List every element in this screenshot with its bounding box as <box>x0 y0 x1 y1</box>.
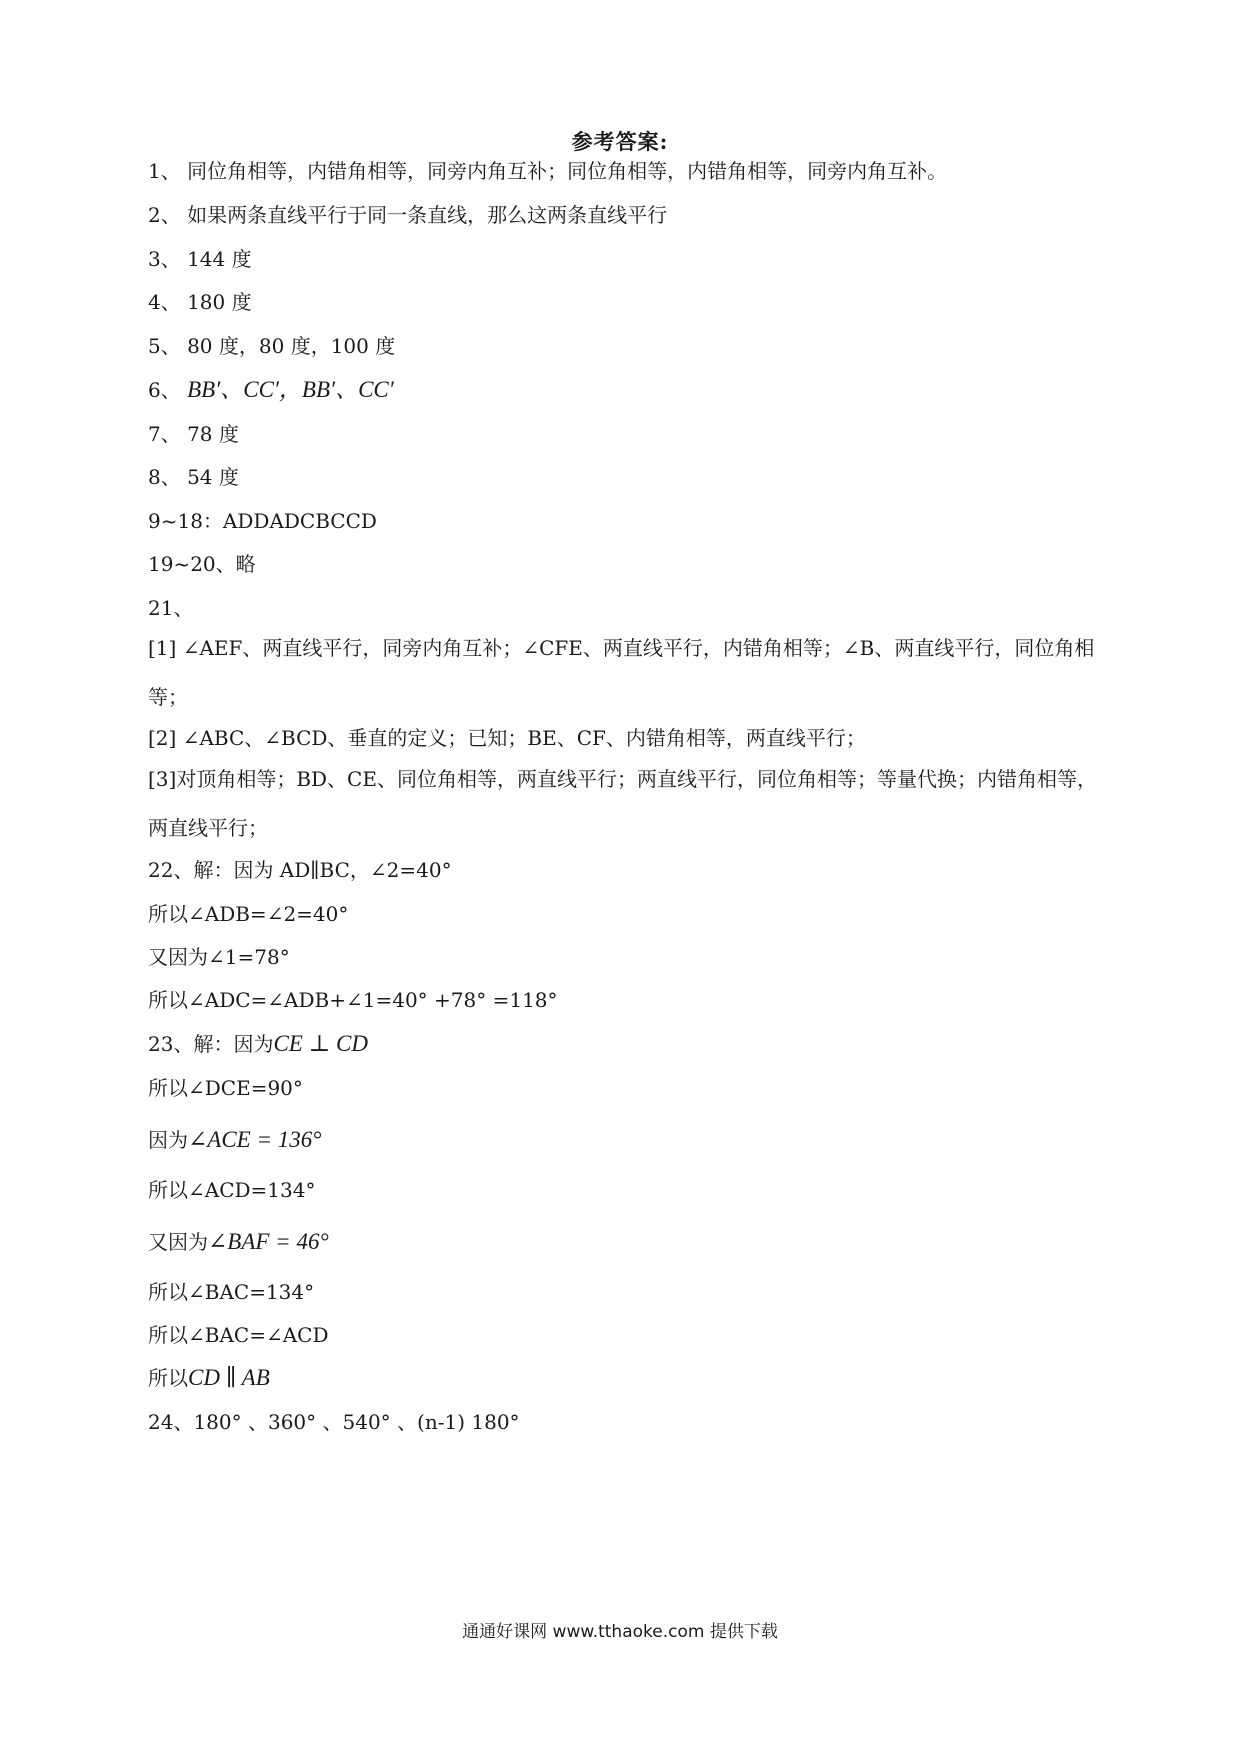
answer-23-line-5 <box>148 1228 1108 1256</box>
answer-23-line-1-math: CE ⊥ CD <box>273 1031 368 1056</box>
answer-21-part-3-text: [3]对顶角相等；BD、CE、同位角相等，两直线平行；两直线平行，同位角相等；等量代换；内错角相等，两直线平行； <box>148 767 1097 840</box>
page-footer: 通通好课网 www.tthaoke.com 提供下载 <box>462 1622 778 1642</box>
answer-4: 4、 180 度 <box>148 290 252 314</box>
answer-23-line-8-math: CD ∥ AB <box>188 1365 270 1390</box>
answer-23-line-4: 所以∠ACD=134° <box>148 1178 316 1202</box>
answer-23-line-1 <box>148 1030 1108 1058</box>
page-title: 参考答案: <box>571 129 669 154</box>
answer-1: 1、 同位角相等，内错角相等，同旁内角互补；同位角相等，内错角相等，同旁内角互补。 <box>148 159 948 183</box>
answer-22-line-1: 22、解：因为 AD∥BC，∠2=40° <box>148 858 452 882</box>
answer-23-line-6: 所以∠BAC=134° <box>148 1280 315 1304</box>
answer-21-part-1 <box>148 624 1108 722</box>
answer-23-line-1-label: 23、解：因为 <box>148 1032 274 1056</box>
answer-23-line-5-math: ∠BAF = 46° <box>208 1229 329 1254</box>
answer-24: 24、180° 、360° 、540° 、(n-1) 180° <box>148 1410 520 1434</box>
answer-23-line-3-label: 因为 <box>148 1128 188 1152</box>
answer-21-part-2: [2] ∠ABC、∠BCD、垂直的定义；已知；BE、CF、内错角相等，两直线平行； <box>148 726 866 750</box>
answer-23-line-7: 所以∠BAC=∠ACD <box>148 1323 329 1347</box>
answer-7: 7、 78 度 <box>148 422 239 446</box>
answer-22-line-2: 所以∠ADB=∠2=40° <box>148 902 349 926</box>
answer-3: 3、 144 度 <box>148 247 252 271</box>
answer-23-line-5-label: 又因为 <box>148 1230 208 1254</box>
answer-23-line-8-label: 所以 <box>148 1366 188 1390</box>
answer-5: 5、 80 度，80 度，100 度 <box>148 334 396 358</box>
answer-23-line-2: 所以∠DCE=90° <box>148 1076 303 1100</box>
answer-22-line-3: 又因为∠1=78° <box>148 945 290 969</box>
answer-23-line-3-math: ∠ACE = 136° <box>188 1127 322 1152</box>
answer-6-math: BB′、CC′，BB′、CC′ <box>187 377 394 402</box>
answer-23-line-3 <box>148 1126 1108 1154</box>
answer-6 <box>148 376 1108 404</box>
answer-22-line-4: 所以∠ADC=∠ADB+∠1=40° +78° =118° <box>148 988 558 1012</box>
answer-8: 8、 54 度 <box>148 465 239 489</box>
answer-21: 21、 <box>148 596 194 620</box>
answer-6-label: 6、 <box>148 378 188 402</box>
answer-19-20: 19~20、略 <box>148 552 256 576</box>
answer-21-part-3 <box>148 755 1108 853</box>
answer-9-18: 9~18：ADDADCBCCD <box>148 509 377 533</box>
answer-2: 2、 如果两条直线平行于同一条直线，那么这两条直线平行 <box>148 203 668 227</box>
answer-23-line-8 <box>148 1364 1108 1392</box>
answer-21-part-1-text: [1] ∠AEF、两直线平行，同旁内角互补；∠CFE、两直线平行，内错角相等；∠B、两直线平行，同位角相等； <box>148 636 1095 709</box>
